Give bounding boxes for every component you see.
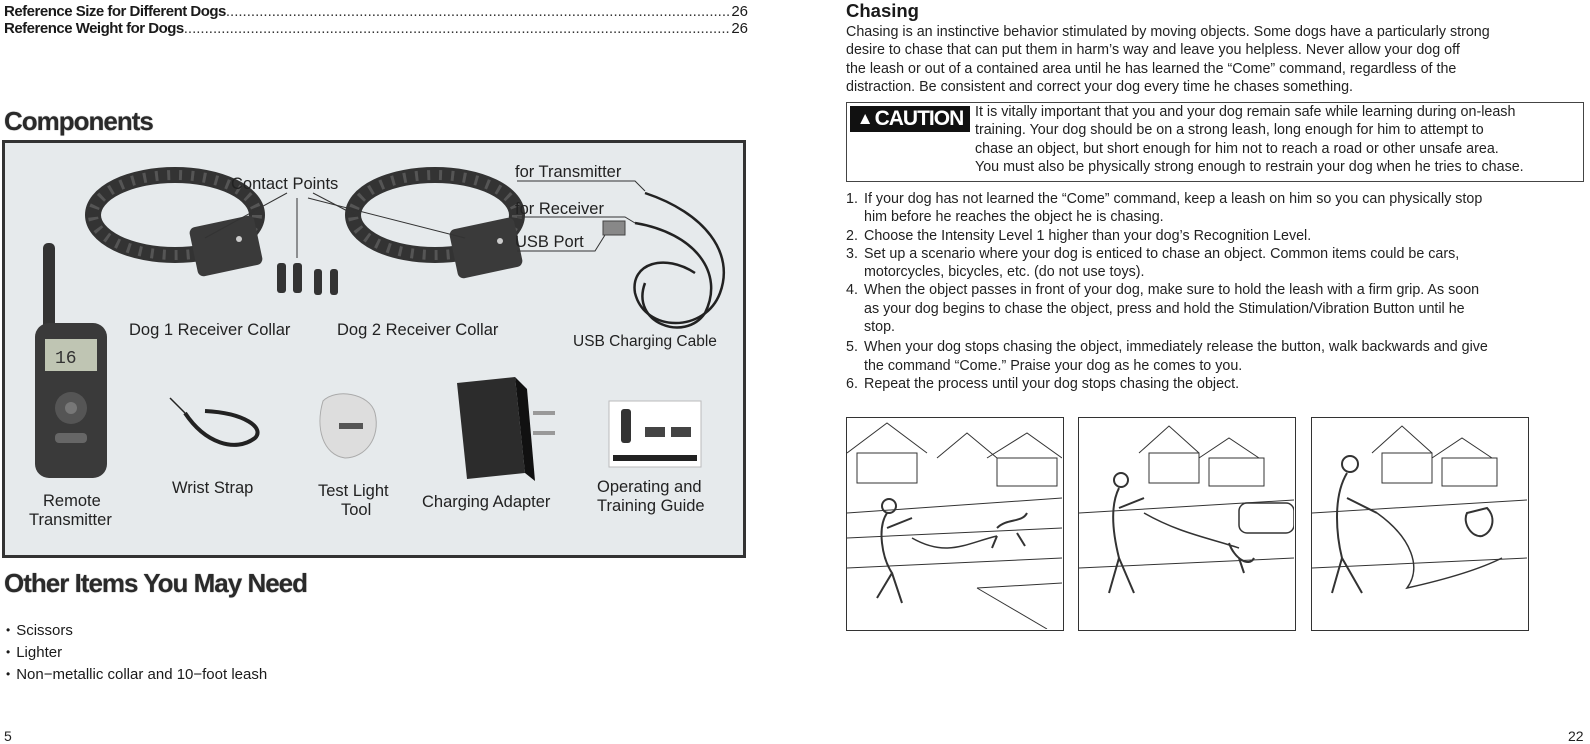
step-5: 5. When your dog stops chasing the object, immediately release the button, walk backwards and give the command “Come.” Praise your dog as he comes to you. (846, 339, 1488, 374)
step-1: 1. If your dog has not learned the “Come” command, keep a leash on him so you can physically stop him before he reaches the object he is chasing. (846, 191, 1483, 226)
remote-label-line2: Transmitter (29, 511, 112, 529)
components-figure (2, 140, 746, 558)
caution-line: training. Your dog should be on a strong leash, long enough for him to attempt to (975, 122, 1484, 139)
caution-line: chase an object, but short enough for him not to reach a road or other unsafe area. (975, 140, 1499, 157)
caution-text (975, 103, 1585, 176)
dog1-collar-label: Dog 1 Receiver Collar (129, 321, 291, 339)
other-items-list (6, 620, 267, 686)
caution-line: It is vitally important that you and your dog remain safe while learning during on-leash (975, 104, 1516, 120)
toc-row-size (4, 3, 748, 20)
list-item: • Lighter (6, 642, 267, 664)
dog2-collar-label: Dog 2 Receiver Collar (337, 321, 499, 339)
toc-leader (184, 20, 732, 37)
guide-label-line1: Operating and (597, 478, 702, 496)
intro-line: Chasing is an instinctive behavior stimulated by moving objects. Some dogs have a particularly strong (846, 24, 1490, 40)
toc-leader (226, 3, 731, 20)
caution-label: CAUTION (874, 107, 964, 130)
contact-points-image (277, 263, 338, 295)
page-number-left: 5 (4, 728, 12, 744)
chasing-intro (846, 23, 1586, 96)
test-light-label-line1: Test Light (318, 482, 389, 500)
contact-points-label: Contact Points (231, 175, 339, 193)
charging-adapter-image (457, 377, 555, 481)
collar-2-image (353, 175, 523, 279)
toc-title: Reference Size for Different Dogs (4, 3, 226, 20)
scene-1-image (847, 418, 1062, 629)
charging-adapter-label: Charging Adapter (422, 493, 551, 511)
page-number-right: 22 (1568, 728, 1584, 744)
intro-line: desire to chase that can put them in harm’s way and leave you helpless. Never allow your dog off (846, 42, 1460, 59)
usb-port-label: USB Port (515, 233, 584, 251)
test-light-label-line2: Tool (341, 501, 372, 519)
wrist-strap-image (170, 398, 258, 445)
chasing-steps (846, 190, 1586, 393)
remote-image (35, 243, 107, 478)
toc-title: Reference Weight for Dogs (4, 20, 184, 37)
toc-row-weight (4, 20, 748, 37)
scene-2-image (1079, 418, 1294, 629)
for-receiver-label: for Receiver (515, 200, 604, 218)
intro-line: the leash or out of a contained area until he has learned the “Come” command, regardless of the (846, 60, 1457, 77)
chasing-heading: Chasing (846, 0, 919, 21)
usb-cable-label: USB Charging Cable (573, 333, 717, 350)
chasing-illustration-3 (1311, 417, 1529, 631)
step-6: 6. Repeat the process until your dog stops chasing the object. (846, 375, 1240, 392)
test-light-image (320, 394, 376, 458)
wrist-strap-label: Wrist Strap (172, 479, 254, 497)
guide-label-line2: Training Guide (597, 497, 705, 515)
chasing-illustration-1 (846, 417, 1064, 631)
scene-3-image (1312, 418, 1527, 629)
step-4: 4. When the object passes in front of your dog, make sure to hold the leash with a firm grip. As soon as your dog begins to chase the object, press and hold the Stimulation/Vibration Button until he stop. (846, 282, 1480, 336)
warning-triangle-icon: ▲ (856, 109, 873, 128)
components-heading: Components (4, 106, 153, 136)
step-3: 3. Set up a scenario where your dog is enticed to chase an object. Common items could be cars, motorcycles, bicycles, etc. (do not use toys). (846, 245, 1460, 281)
chasing-illustration-2 (1078, 417, 1296, 631)
caution-line: You must also be physically strong enough to restrain your dog when he tries to chase. (975, 158, 1524, 175)
list-item: • Scissors (6, 620, 267, 642)
usb-cable-image (603, 193, 724, 327)
other-items-heading: Other Items You May Need (4, 568, 308, 598)
toc-page: 26 (731, 20, 748, 37)
intro-line: distraction. Be consistent and correct your dog every time he chases something. (846, 78, 1354, 95)
step-2: 2. Choose the Intensity Level 1 higher than your dog’s Recognition Level. (846, 227, 1312, 244)
caution-badge (850, 106, 970, 132)
remote-label-line1: Remote (43, 492, 101, 510)
list-item: • Non−metallic collar and 10−foot leash (6, 664, 267, 686)
remote-display-value: 16 (55, 349, 77, 369)
toc-page: 26 (731, 3, 748, 20)
guide-image (609, 401, 701, 467)
for-transmitter-label: for Transmitter (515, 163, 622, 181)
